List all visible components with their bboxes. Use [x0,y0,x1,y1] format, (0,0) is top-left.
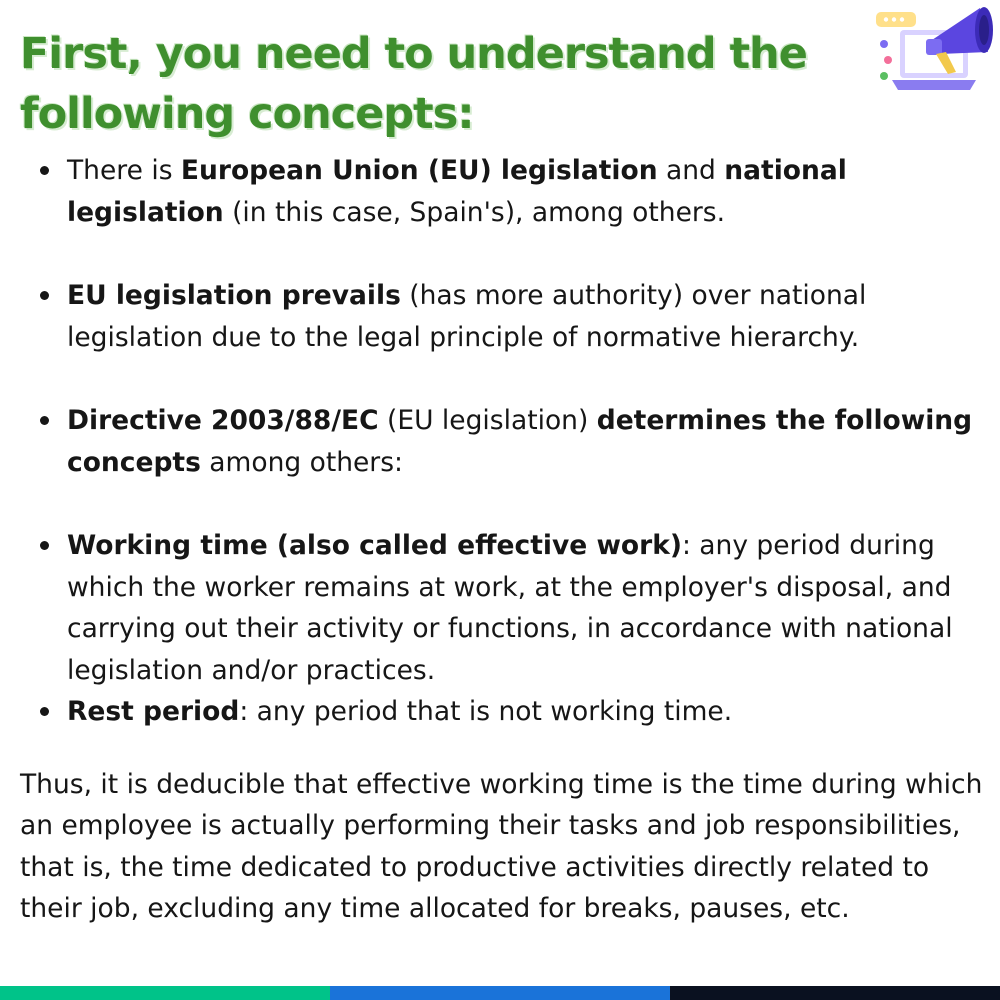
concept-list [20,150,985,733]
page-title: First, you need to understand the following concepts: [20,29,807,139]
list-item: Working time (also called effective work): any period during which the worker remains at work, at the employer's disposal, and carrying out their activity or functions, in accordance with national legislation and/or practices. [20,525,985,691]
list-item: Directive 2003/88/EC (EU legislation) determines the following concepts among others: [20,400,985,483]
summary-paragraph: Thus, it is deducible that effective working time is the time during which an employee is actually performing their tasks and job responsibilities, that is, the time dedicated to productive activities directly related to their job, excluding any time allocated for breaks, pauses, etc. [20,768,983,924]
list-item: EU legislation prevails (has more authority) over national legislation due to the legal principle of normative hierarchy. [20,275,985,358]
footer-bar-segment [0,986,330,1000]
footer-color-bar [0,986,1000,1000]
footer-bar-segment [670,986,1000,1000]
footer-bar-segment [330,986,670,1000]
content-area [20,150,985,930]
list-item: There is European Union (EU) legislation and national legislation (in this case, Spain's), among others. [20,150,985,233]
megaphone-laptop-icon [870,2,1000,98]
list-item: Rest period: any period that is not working time. [20,691,985,733]
